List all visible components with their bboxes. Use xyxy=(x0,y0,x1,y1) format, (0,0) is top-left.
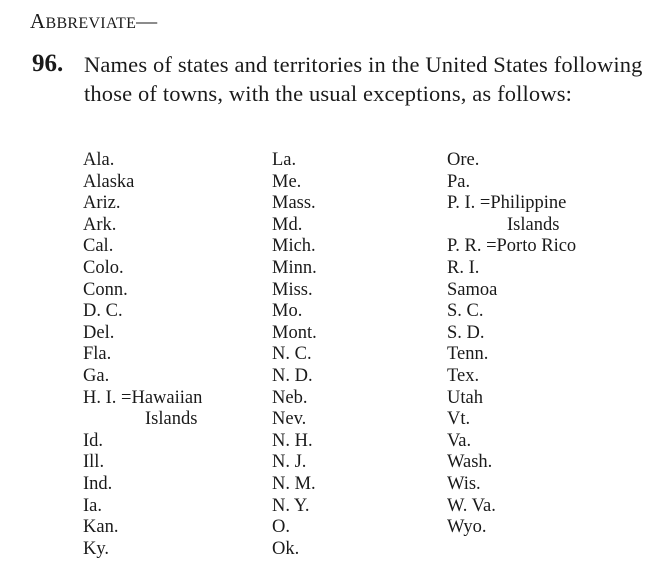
abbreviation-item: Wash. xyxy=(447,452,493,473)
abbreviation-item: R. I. xyxy=(447,257,480,278)
section-heading xyxy=(30,9,157,34)
abbreviation-item: P. R. =Porto Rico xyxy=(447,236,577,257)
abbreviation-item: Ga. xyxy=(83,365,110,386)
abbreviation-item: Wis. xyxy=(447,473,481,494)
heading-initial: A xyxy=(30,9,46,33)
abbreviation-item: H. I. =Hawaiian xyxy=(83,387,203,408)
rule-text: Names of states and territories in the United States following those of towns, with the usual exceptions, as follows: xyxy=(84,52,643,106)
abbreviation-item: N. Y. xyxy=(272,495,310,516)
abbreviation-item: W. Va. xyxy=(447,495,496,516)
abbreviation-item: Md. xyxy=(272,214,303,235)
abbreviation-column-2 xyxy=(272,150,317,560)
abbreviation-item: Ill. xyxy=(83,452,105,473)
abbreviation-item: Fla. xyxy=(83,344,112,365)
abbreviation-item: N. D. xyxy=(272,365,313,386)
abbreviation-item: Ok. xyxy=(272,538,300,559)
abbreviation-item: Pa. xyxy=(447,171,471,192)
abbreviation-continuation: Islands xyxy=(145,409,198,430)
abbreviation-item: Conn. xyxy=(83,279,128,300)
abbreviation-item: N. C. xyxy=(272,344,312,365)
abbreviation-item: Neb. xyxy=(272,387,308,408)
abbreviation-item: Ala. xyxy=(83,150,115,170)
abbreviation-item: S. D. xyxy=(447,322,485,343)
abbreviation-item: D. C. xyxy=(83,301,123,322)
abbreviation-item: N. M. xyxy=(272,473,316,494)
rule-number: 96. xyxy=(32,50,64,77)
abbreviation-item: Ore. xyxy=(447,150,480,170)
abbreviation-item: La. xyxy=(272,150,297,170)
abbreviation-item: Del. xyxy=(83,322,115,343)
abbreviation-item: P. I. =Philippine xyxy=(447,193,567,214)
abbreviation-item: Mont. xyxy=(272,322,317,343)
abbreviation-item: Samoa xyxy=(447,279,498,300)
abbreviation-column-3 xyxy=(447,150,576,539)
abbreviation-item: Mich. xyxy=(272,236,316,257)
abbreviation-item: N. H. xyxy=(272,430,313,451)
abbreviation-item: Ia. xyxy=(83,495,102,516)
abbreviation-item: Cal. xyxy=(83,236,114,257)
abbreviation-item: Minn. xyxy=(272,257,317,278)
abbreviation-item: O. xyxy=(272,517,290,538)
abbreviation-item: Alaska xyxy=(83,171,135,192)
abbreviation-column-1 xyxy=(83,150,202,560)
abbreviation-item: Tenn. xyxy=(447,344,489,365)
abbreviation-item: Va. xyxy=(447,430,472,451)
abbreviation-item: Ariz. xyxy=(83,193,121,214)
abbreviation-item: Ky. xyxy=(83,538,110,559)
abbreviation-item: Mass. xyxy=(272,193,316,214)
abbreviation-item: S. C. xyxy=(447,301,484,322)
abbreviation-item: Ark. xyxy=(83,214,117,235)
abbreviation-item: Mo. xyxy=(272,301,303,322)
abbreviation-item: Colo. xyxy=(83,257,124,278)
abbreviation-item: Nev. xyxy=(272,409,307,430)
abbreviation-continuation: Islands xyxy=(507,214,560,235)
abbreviation-item: Tex. xyxy=(447,365,480,386)
heading-rest: BBREVIATE xyxy=(45,15,137,32)
abbreviation-item: Miss. xyxy=(272,279,313,300)
heading-dash: — xyxy=(136,9,158,33)
abbreviation-item: Vt. xyxy=(447,409,471,430)
abbreviation-item: Ind. xyxy=(83,473,113,494)
abbreviation-item: Utah xyxy=(447,387,483,408)
abbreviation-item: Me. xyxy=(272,171,302,192)
abbreviation-item: Kan. xyxy=(83,517,119,538)
abbreviation-item: Id. xyxy=(83,430,104,451)
abbreviation-item: Wyo. xyxy=(447,517,487,538)
abbreviation-item: N. J. xyxy=(272,452,307,473)
